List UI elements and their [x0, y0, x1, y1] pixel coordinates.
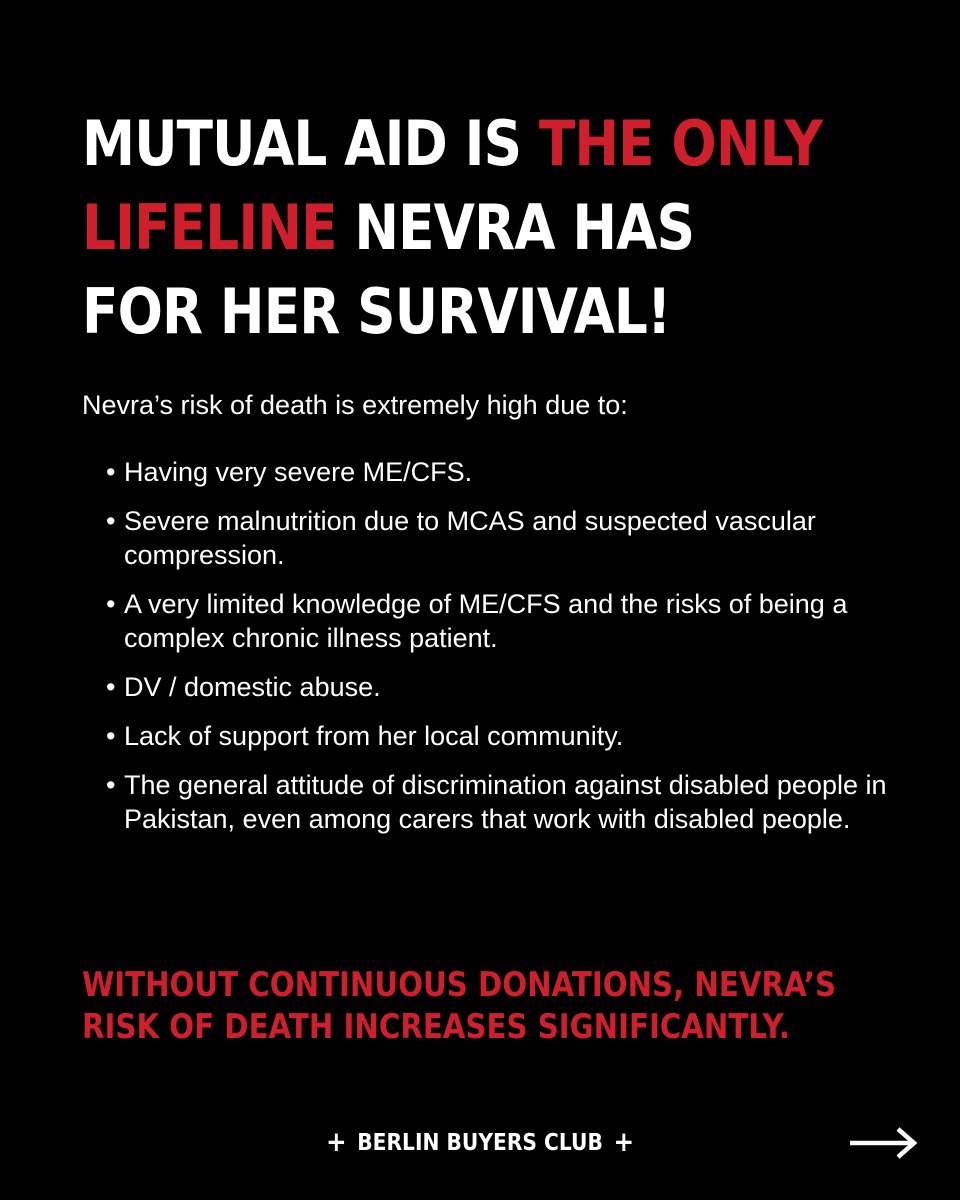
footer-brand [0, 1124, 960, 1161]
warning-line-2: RISK OF DEATH INCREASES SIGNIFICANTLY. [82, 1007, 790, 1047]
headline [82, 102, 823, 354]
risk-list [104, 455, 904, 851]
headline-highlight: THE ONLY [538, 107, 823, 180]
headline-line-2 [82, 186, 787, 270]
headline-line-3 [82, 270, 787, 354]
headline-highlight: LIFELINE [82, 191, 337, 264]
risk-item-text: DV / domestic abuse. [124, 672, 381, 702]
headline-text: MUTUAL AID IS [82, 107, 539, 180]
bullet-icon: • [106, 457, 116, 487]
warning-text [82, 964, 837, 1048]
headline-text: FOR HER SURVIVAL! [82, 275, 671, 348]
headline-line-1 [82, 102, 823, 186]
bullet-icon: • [106, 589, 116, 619]
footer-brand-inner [326, 1124, 634, 1161]
plus-icon: + [325, 1125, 347, 1158]
bullet-icon: • [106, 721, 116, 751]
risk-item [104, 504, 904, 572]
arrow-right-icon[interactable] [848, 1126, 920, 1160]
warning-line-1: WITHOUT CONTINUOUS DONATIONS, NEVRA’S [82, 965, 837, 1005]
intro-text: Nevra’s risk of death is extremely high due to: [82, 390, 628, 420]
bullet-icon: • [106, 770, 116, 800]
brand-name: BERLIN BUYERS CLUB [357, 1130, 603, 1156]
risk-item [104, 719, 904, 753]
risk-item [104, 670, 904, 704]
risk-item-text: A very limited knowledge of ME/CFS and the risks of being a complex chronic illness patient. [124, 589, 848, 653]
risk-item-text: The general attitude of discrimination against disabled people in Pakistan, even among carers that work with disabled people. [124, 770, 887, 834]
risk-item-text: Severe malnutrition due to MCAS and suspected vascular compression. [124, 506, 816, 570]
plus-icon: + [613, 1125, 635, 1158]
risk-item [104, 768, 904, 836]
risk-item-text: Having very severe ME/CFS. [124, 457, 473, 487]
headline-text: NEVRA HAS [336, 191, 695, 264]
bullet-icon: • [106, 506, 116, 536]
risk-item-text: Lack of support from her local community. [124, 721, 624, 751]
risk-item [104, 587, 904, 655]
risk-item [104, 455, 904, 489]
bullet-icon: • [106, 672, 116, 702]
